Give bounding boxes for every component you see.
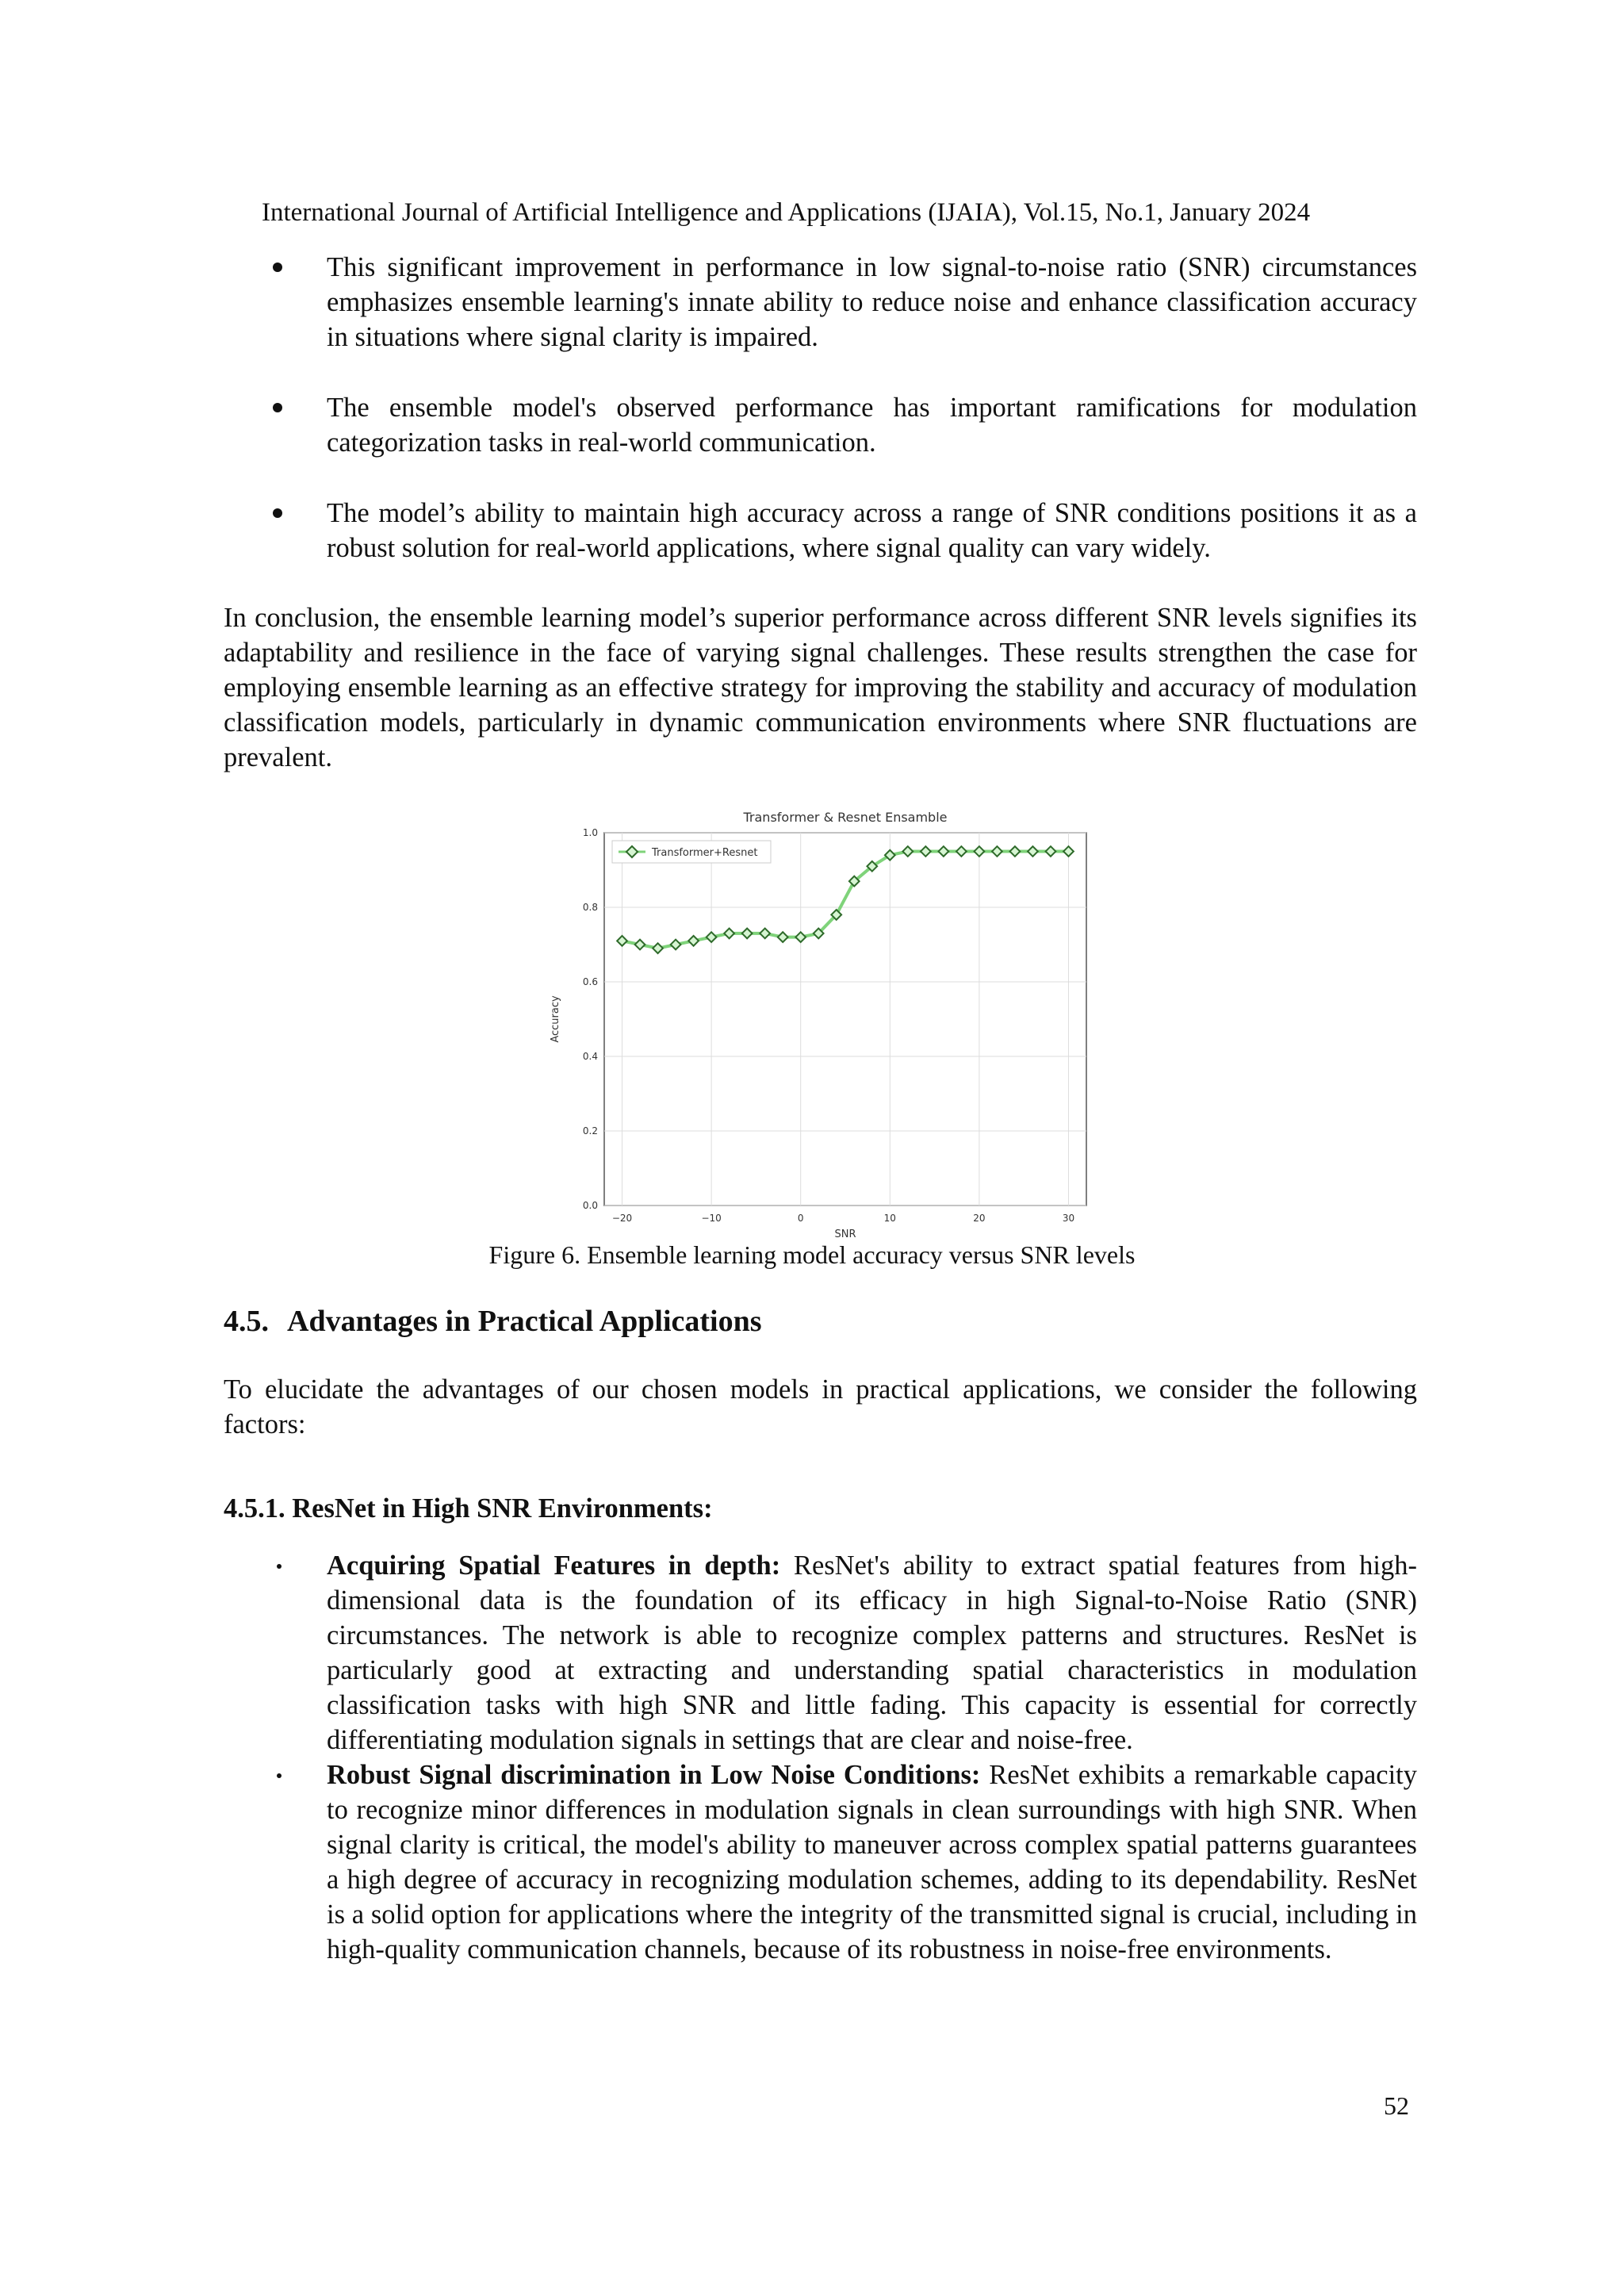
resnet-bullet-list [263, 1548, 1417, 1967]
legend [612, 841, 771, 863]
x-tick-label: 30 [1062, 1213, 1075, 1224]
section-number: 4.5. [224, 1305, 269, 1338]
bullet-item [263, 250, 1417, 355]
bullet-lead: Robust Signal discrimination in Low Noise Conditions: [327, 1760, 981, 1790]
bullet-text: ResNet exhibits a remarkable capacity to recognize minor differences in modulation signals in clean surroundings with high SNR. When signal clarity is critical, the model's ability to maneuver across complex spatial patterns guarantees a high degree of accuracy in recognizing modulation schemes, adding to its dependability. ResNet is a solid option for applications where the integrity of the transmitted signal is crucial, including in high-quality communication channels, because of its robustness in noise-free environments. [327, 1760, 1417, 1964]
bullet-dot-icon [273, 263, 282, 272]
y-axis-label: Accuracy [550, 995, 561, 1043]
bullet-text: The ensemble model's observed performance has important ramifications for modulation categorization tasks in real-world communication. [327, 393, 1417, 458]
x-tick-label: −20 [611, 1213, 633, 1224]
accuracy-vs-snr-chart [536, 799, 1091, 1244]
bullet-item [263, 1548, 1417, 1757]
bullet-text: ResNet's ability to extract spatial features from high-dimensional data is the foundation of its efficacy in high Signal-to-Noise Ratio (SNR) circumstances. The network is able to recognize complex patterns and structures. ResNet is particularly good at extracting and understanding spatial characteristics in modulation classification tasks with high SNR and little fading. This capacity is essential for correctly differentiating modulation signals in settings that are clear and noise-free. [327, 1550, 1418, 1755]
x-axis-label: SNR [834, 1228, 856, 1240]
bullet-dot-icon [273, 403, 282, 412]
bullet-dot-icon [277, 1564, 282, 1569]
y-tick-label: 1.0 [582, 827, 598, 838]
subsection-heading: 4.5.1. ResNet in High SNR Environments: [224, 1493, 713, 1524]
bullet-dot-icon [273, 508, 282, 518]
bullet-lead: Acquiring Spatial Features in depth: [327, 1550, 781, 1581]
y-axis-ticks [583, 827, 598, 1211]
y-tick-label: 0.6 [582, 976, 598, 987]
section-title: Advantages in Practical Applications [287, 1305, 762, 1338]
figure-caption: Figure 6. Ensemble learning model accuracy versus SNR levels [488, 1240, 1136, 1269]
bullet-item [263, 1757, 1417, 1967]
section-intro: To elucidate the advantages of our chosen models in practical applications, we consider the following factors: [224, 1374, 1417, 1439]
chart-title: Transformer & Resnet Ensamble [743, 810, 948, 825]
y-tick-label: 0.0 [582, 1200, 598, 1211]
x-tick-label: 0 [797, 1213, 804, 1224]
y-tick-label: 0.4 [582, 1051, 598, 1062]
y-tick-label: 0.2 [582, 1125, 598, 1137]
x-tick-label: 20 [973, 1213, 986, 1224]
x-axis-ticks [612, 1213, 1074, 1224]
page-number: 52 [1384, 2091, 1409, 2120]
result-bullet-list [263, 250, 1417, 601]
x-tick-label: 10 [883, 1213, 896, 1224]
bullet-item [263, 390, 1417, 460]
legend-label: Transformer+Resnet [652, 847, 758, 859]
section-heading [224, 1301, 762, 1341]
conclusion-paragraph: In conclusion, the ensemble learning model’s superior performance across different SNR levels signifies its adaptability and resilience in the face of varying signal challenges. These results strengthen the case for employing ensemble learning as an effective strategy for improving the stability and accuracy of modulation classification models, particularly in dynamic communication environments where SNR fluctuations are prevalent. [224, 603, 1417, 772]
bullet-text: The model’s ability to maintain high accuracy across a range of SNR conditions positions it as a robust solution for real-world applications, where signal quality can vary widely. [327, 498, 1417, 563]
bullet-text: This significant improvement in performance in low signal-to-noise ratio (SNR) circumstances emphasizes ensemble learning's innate ability to reduce noise and enhance classification accuracy in situations where signal clarity is impaired. [327, 252, 1417, 352]
figure-6 [536, 799, 1091, 1244]
running-header: International Journal of Artificial Intelligence and Applications (IJAIA), Vol.15, No.1, January 2024 [262, 198, 1311, 227]
y-tick-label: 0.8 [582, 902, 598, 913]
plot-area [604, 833, 1086, 1205]
bullet-item [263, 496, 1417, 565]
bullet-dot-icon [277, 1773, 282, 1778]
x-tick-label: −10 [701, 1213, 722, 1224]
